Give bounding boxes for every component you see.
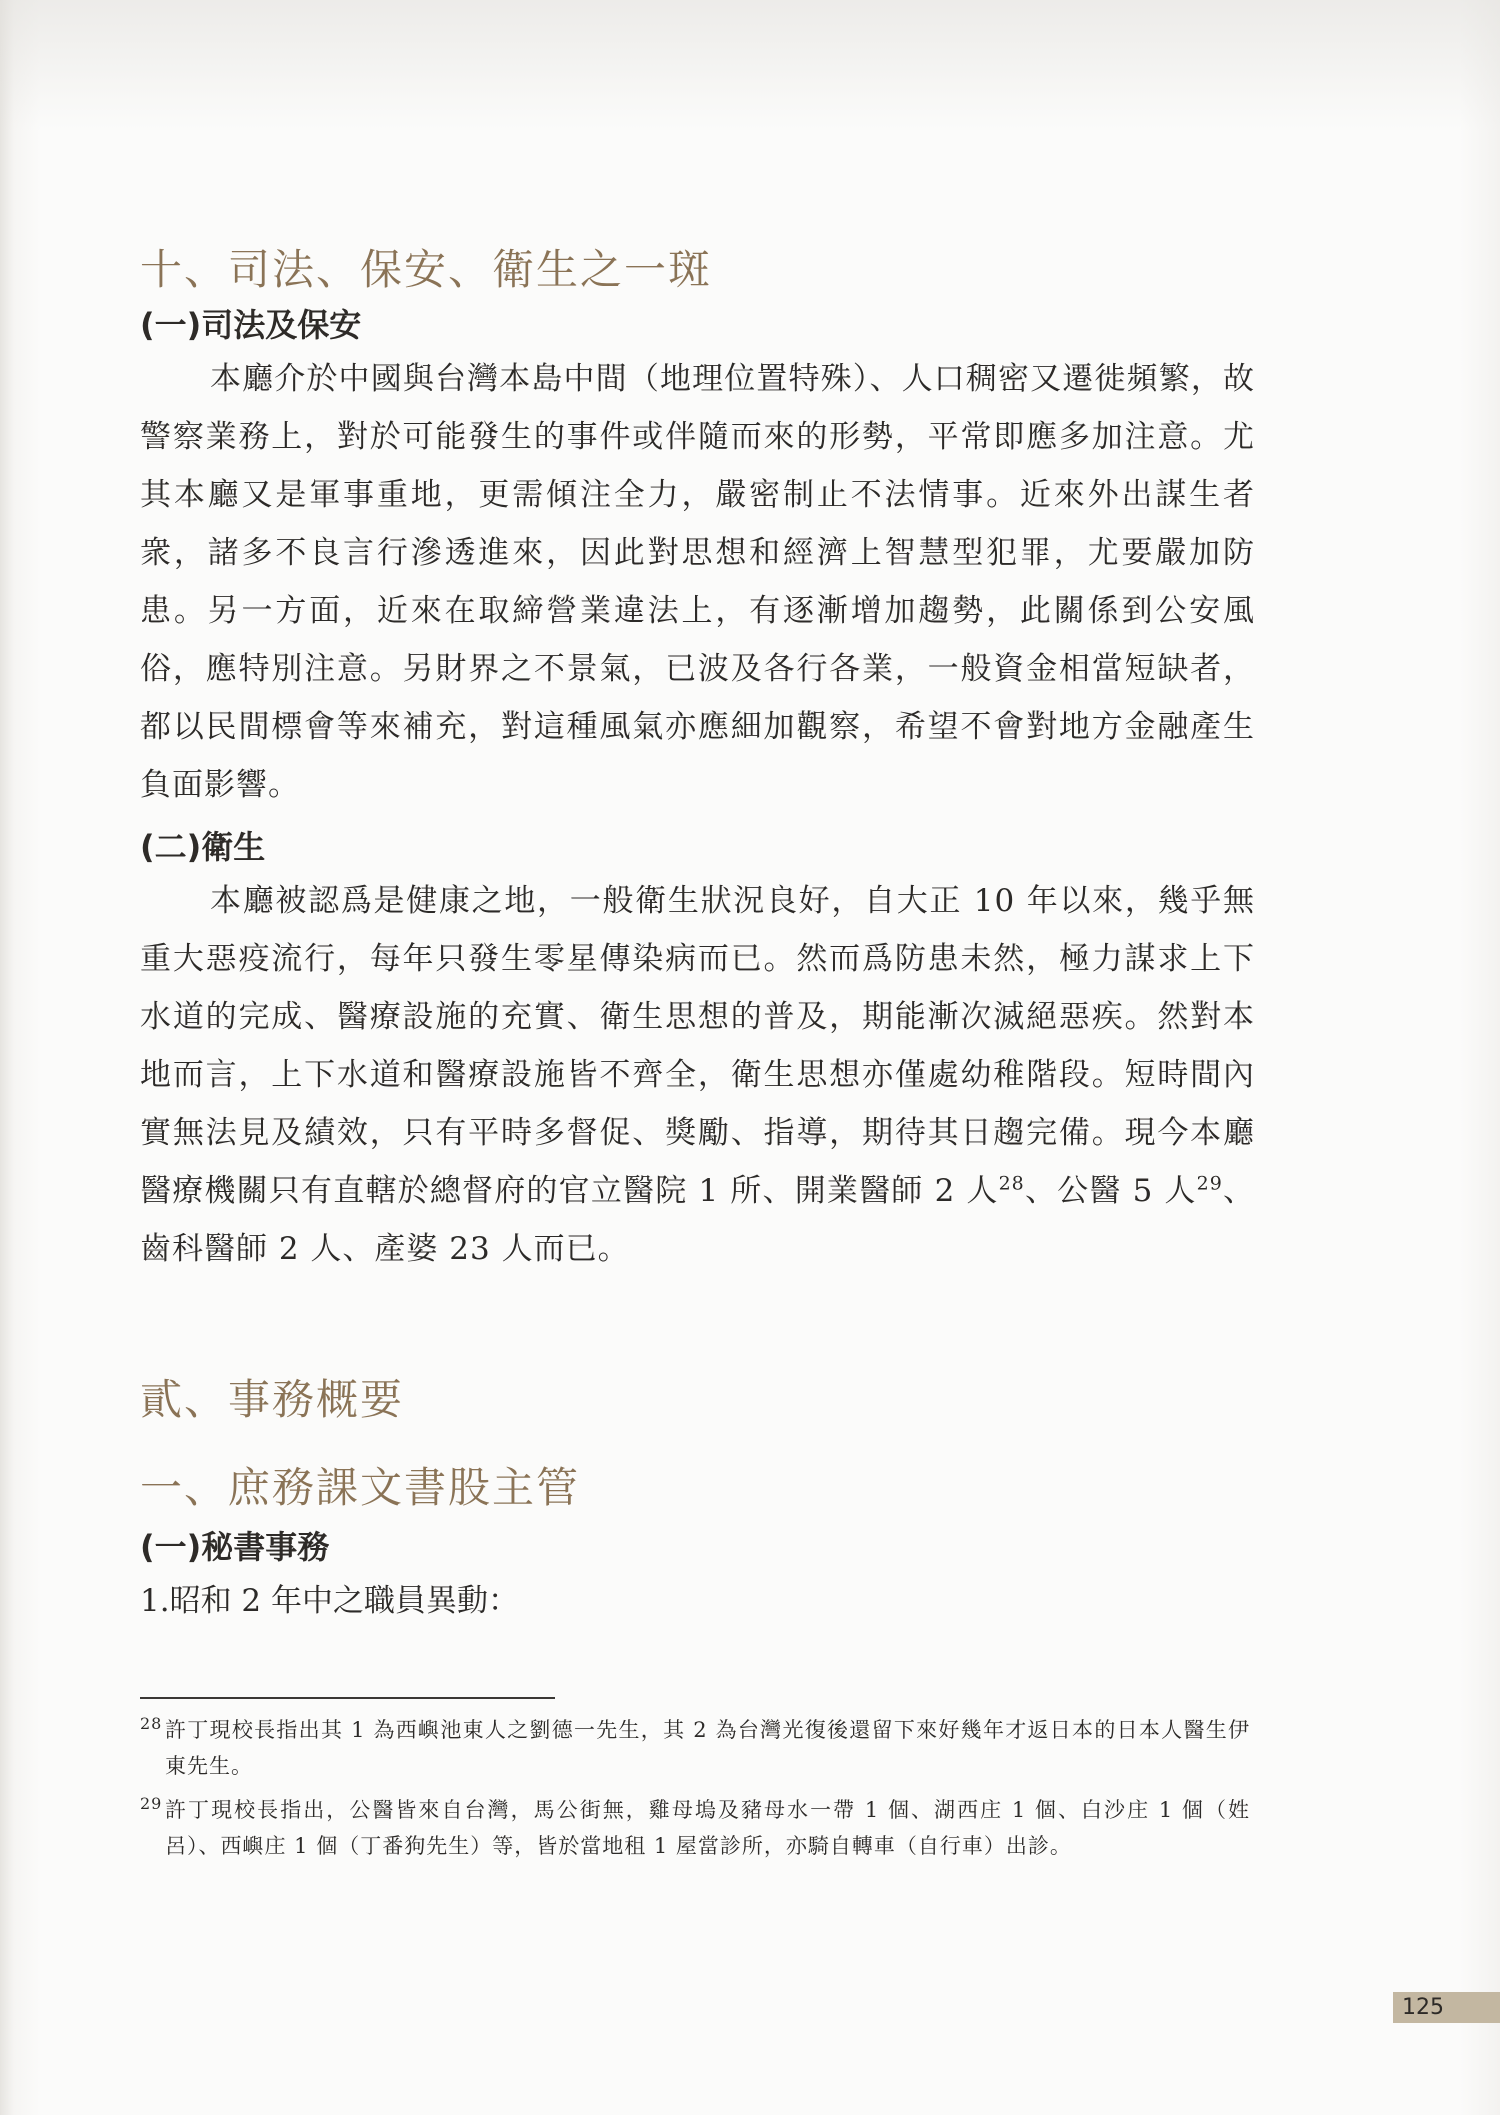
- list-item-staff-changes: 1.昭和 2 年中之職員異動：: [140, 1583, 520, 1619]
- subsection-secretary-heading: (一)秘書事務: [140, 1528, 330, 1566]
- subsection-health-heading: (二)衛生: [140, 828, 266, 866]
- page-number: 125: [1402, 1995, 1444, 2020]
- footnote-number: 29: [140, 1794, 163, 1813]
- section-b1-title: 一、庶務課文書股主管: [140, 1463, 581, 1512]
- footnote-29: [140, 1792, 1250, 1864]
- footnotes: [140, 1712, 1250, 1872]
- subsection-judicial-heading: (一)司法及保安: [140, 306, 362, 344]
- section-10-title: 十、司法、保安、衛生之一斑: [140, 245, 713, 294]
- footnote-text: 許丁現校長指出其 1 為西嶼池東人之劉德一先生，其 2 為台灣光復後還留下來好幾年才返日本的日本人醫生伊東先生。: [165, 1718, 1250, 1778]
- page-number-tab: [1393, 1992, 1500, 2023]
- scan-shadow: [0, 0, 1500, 130]
- health-text-part1: 本廳被認爲是健康之地，一般衛生狀況良好，自大正 10 年以來，幾乎無重大惡疫流行，每年只發生零星傳染病而已。然而爲防患未然，極力謀求上下水道的完成、醫療設施的充實、衛生思想的普及，期能漸次滅絕惡疾。然對本地而言，上下水道和醫療設施皆不齊全，衛生思想亦僅處幼稚階段。短時間內實無法見及績效，只有平時多督促、獎勵、指導，期待其日趨完備。現今本廳醫療機關只有直轄於總督府的官立醫院 1 所、開業醫師 2 人: [140, 883, 1255, 1209]
- section-b-title: 貳、事務概要: [140, 1375, 405, 1424]
- subsection-judicial-paragraph: 本廳介於中國與台灣本島中間（地理位置特殊）、人口稠密又遷徙頻繁，故警察業務上，對於可能發生的事件或伴隨而來的形勢，平常即應多加注意。尤其本廳又是軍事重地，更需傾注全力，嚴密制止不法情事。近來外出謀生者衆，諸多不良言行滲透進來，因此對思想和經濟上智慧型犯罪，尤要嚴加防患。另一方面，近來在取締營業違法上，有逐漸增加趨勢，此關係到公安風俗，應特別注意。另財界之不景氣，已波及各行各業，一般資金相當短缺者，都以民間標會等來補充，對這種風氣亦應細加觀察，希望不會對地方金融產生負面影響。: [140, 361, 1255, 803]
- footnote-ref-28: 28: [998, 1172, 1025, 1195]
- health-text-part2: 、公醫 5 人: [1024, 1173, 1197, 1209]
- footnote-number: 28: [140, 1714, 163, 1733]
- health-text-part3: 、齒科醫師 2 人、產婆 23 人而已。: [140, 1173, 1255, 1267]
- footnote-ref-29: 29: [1196, 1172, 1223, 1195]
- subsection-health-paragraph: [140, 872, 1255, 1278]
- footnote-divider: [140, 1697, 555, 1699]
- footnote-28: [140, 1712, 1250, 1784]
- main-content: [140, 240, 1255, 1630]
- footnote-text: 許丁現校長指出，公醫皆來自台灣，馬公街無，雞母塢及豬母水一帶 1 個、湖西庄 1 個、白沙庄 1 個（姓呂）、西嶼庄 1 個（丁番狗先生）等，皆於當地租 1 屋當診所，亦騎自轉車（自行車）出診。: [165, 1798, 1250, 1858]
